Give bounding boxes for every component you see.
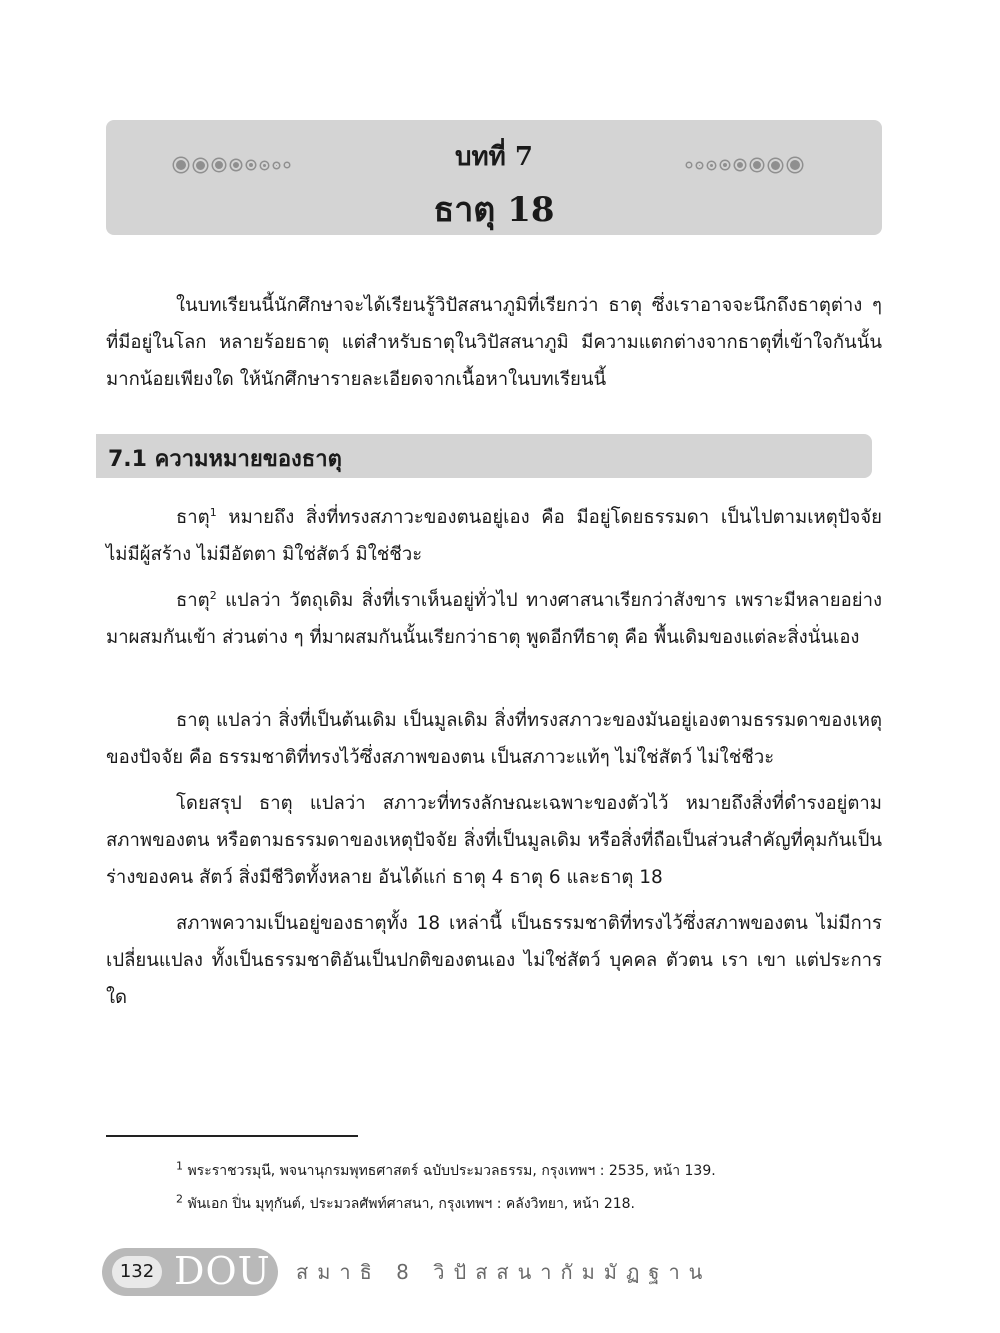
footnote-1 <box>176 1160 716 1182</box>
paragraph-2 <box>106 582 882 656</box>
footnote-number: 2 <box>176 1192 183 1206</box>
footnote-text: พันเอก ปิ่น มุทุกันต์, ประมวลศัพท์ศาสนา, กรุงเทพฯ : คลังวิทยา, หน้า 218. <box>187 1196 636 1212</box>
chapter-title: ธาตุ 18 <box>433 190 555 230</box>
footnote-2 <box>176 1193 635 1215</box>
term: ธาตุ <box>176 507 210 528</box>
footer-badge <box>102 1248 278 1296</box>
footnote-divider <box>106 1135 358 1137</box>
dou-logo: DOU <box>174 1249 271 1293</box>
footnote-ref-2[interactable]: 2 <box>209 588 217 602</box>
footnote-text: พระราชวรมุนี, พจนานุกรมพุทธศาสตร์ ฉบับประมวลธรรม, กรุงเทพฯ : 2535, หน้า 139. <box>187 1163 716 1179</box>
section-title: 7.1 ความหมายของธาตุ <box>108 447 342 472</box>
section-header <box>96 434 872 478</box>
intro-paragraph: ในบทเรียนนี้นักศึกษาจะได้เรียนรู้วิปัสสนาภูมิที่เรียกว่า ธาตุ ซึ่งเราอาจจะนึกถึงธาตุต่าง ๆ ที่มีอยู่ในโลก หลายร้อยธาตุ แต่สำหรับธาตุในวิปัสสนาภูมิ มีความแตกต่างจากธาตุที่เข้าใจกันนั้นมากน้อยเพียงใด ให้นักศึกษารายละเอียดจากเนื้อหาในบทเรียนนี้ <box>106 295 882 390</box>
paragraph-text: แปลว่า วัตถุเดิม สิ่งที่เราเห็นอยู่ทั่วไป ทางศาสนาเรียกว่าสังขาร เพราะมีหลายอย่างมาผสมกันเข้า ส่วนต่าง ๆ ที่มาผสมกันนั้นเรียกว่าธาตุ พูดอีกทีธาตุ คือ พื้นเดิมของแต่ละสิ่งนั่นเอง <box>106 590 882 648</box>
term: ธาตุ <box>176 590 210 611</box>
paragraph-1 <box>106 499 882 573</box>
page-number: 132 <box>112 1256 162 1288</box>
chapter-banner <box>106 120 882 235</box>
paragraph-3: ธาตุ แปลว่า สิ่งที่เป็นต้นเดิม เป็นมูลเดิม สิ่งที่ทรงสภาวะของมันอยู่เองตามธรรมดาของเหตุของปัจจัย คือ ธรรมชาติที่ทรงไว้ซึ่งสภาพของตน เป็นสภาวะแท้ๆ ไม่ใช่สัตว์ ไม่ใช่ชีวะ <box>106 710 882 768</box>
paragraph-4: โดยสรุป ธาตุ แปลว่า สภาวะที่ทรงลักษณะเฉพาะของตัวไว้ หมายถึงสิ่งที่ดำรงอยู่ตามสภาพของตน หรือตามธรรมดาของเหตุปัจจัย สิ่งที่เป็นมูลเดิม หรือสิ่งที่ถือเป็นส่วนสำคัญที่คุมกันเป็นร่างของคน สัตว์ สิ่งมีชีวิตทั้งหลาย อันได้แก่ ธาตุ 4 ธาตุ 6 และธาตุ 18 <box>106 793 882 888</box>
book-title: สมาธิ 8 วิปัสสนากัมมัฏฐาน <box>296 1260 712 1284</box>
chapter-label: บทที่ 7 <box>455 142 533 172</box>
paragraph-text: หมายถึง สิ่งที่ทรงสภาวะของตนอยู่เอง คือ มีอยู่โดยธรรมดา เป็นไปตามเหตุปัจจัย ไม่มีผู้สร้าง ไม่มีอัตตา มิใช่สัตว์ มิใช่ชีวะ <box>106 507 882 565</box>
paragraph-5: สภาพความเป็นอยู่ของธาตุทั้ง 18 เหล่านี้ เป็นธรรมชาติที่ทรงไว้ซึ่งสภาพของตน ไม่มีการเปลี่ยนแปลง ทั้งเป็นธรรมชาติอันเป็นปกติของตนเอง ไม่ใช่สัตว์ บุคคล ตัวตน เรา เขา แต่ประการใด <box>106 913 882 1008</box>
footnote-number: 1 <box>176 1159 183 1173</box>
footnote-ref-1[interactable]: 1 <box>209 505 217 519</box>
decorative-dots-right <box>687 158 802 172</box>
